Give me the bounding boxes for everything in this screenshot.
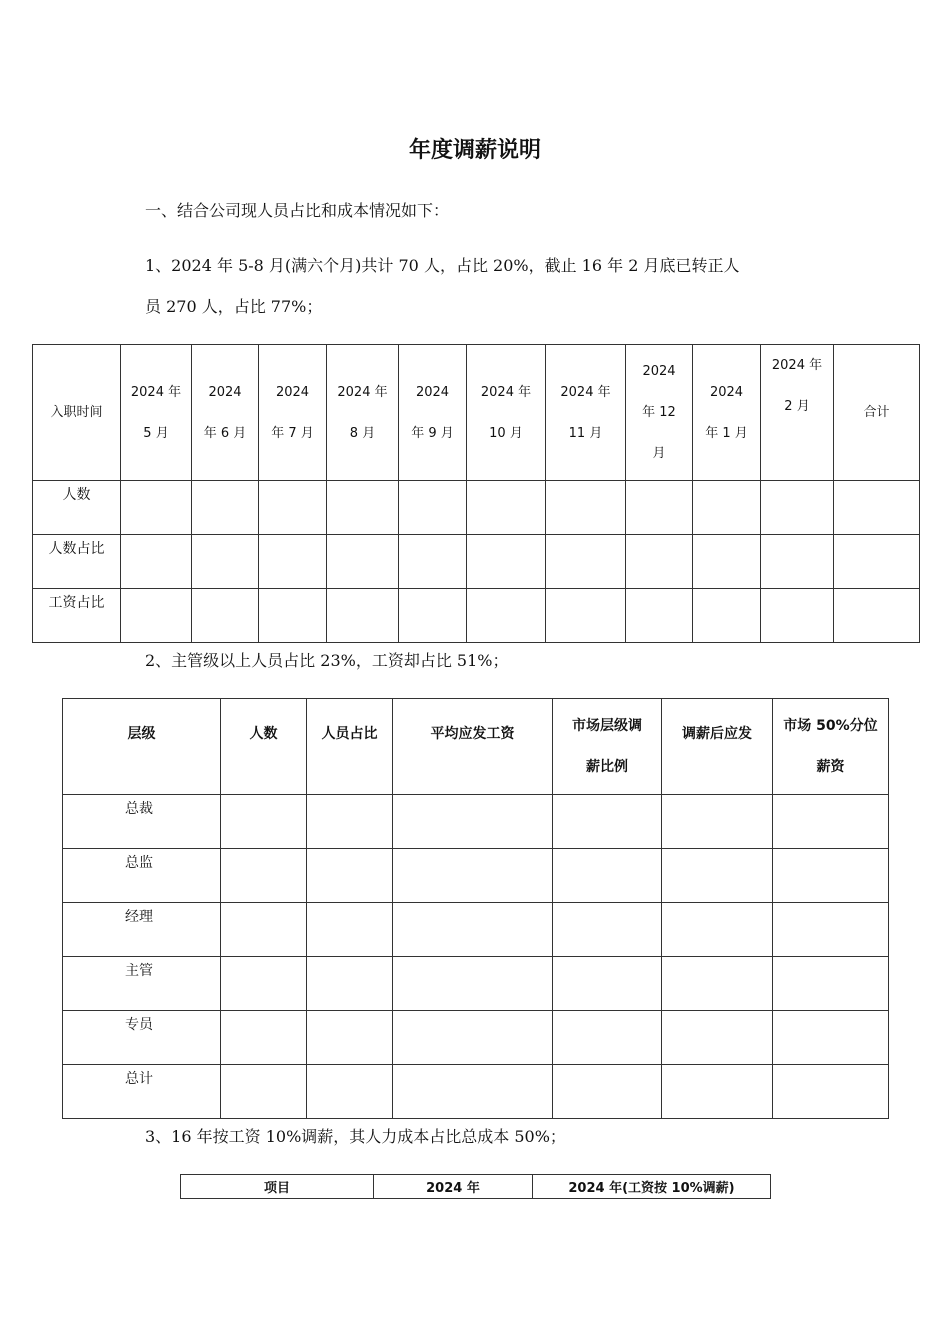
- table1-header-cell: 2024 年 9 月: [399, 345, 467, 481]
- section-heading: 一、结合公司现人员占比和成本情况如下：: [145, 201, 450, 220]
- table1-header-cell: 2024 年 2 月: [761, 345, 834, 481]
- table2-header-cell: 人数: [221, 699, 307, 795]
- table2-header-cell: 平均应发工资: [393, 699, 553, 795]
- table-row: [63, 1011, 889, 1065]
- table-row: [33, 589, 920, 643]
- table2-header-cell: 调薪后应发: [662, 699, 773, 795]
- table1-header-cell: 2024 年 1 月: [693, 345, 761, 481]
- table-row: [63, 849, 889, 903]
- level-salary-table: [62, 698, 889, 1119]
- table2-header-cell: 层级: [63, 699, 221, 795]
- page-title: 年度调薪说明: [408, 138, 541, 163]
- table1-header-cell: 2024 年 11 月: [546, 345, 626, 481]
- table2-header-cell: 市场 50%分位 薪资: [773, 699, 889, 795]
- table1-header-cell: 2024 年 10 月: [467, 345, 546, 481]
- cost-table: [180, 1174, 771, 1199]
- table1-header-cell: 入职时间: [33, 345, 121, 481]
- table1-header-cell: 2024 年 12 月: [626, 345, 693, 481]
- table1-header-cell: 2024 年 5 月: [121, 345, 192, 481]
- table1-row-label: 人数占比: [33, 535, 121, 589]
- table1-header-cell: 合计: [834, 345, 920, 481]
- table1-header-cell: 2024 年 7 月: [259, 345, 327, 481]
- paragraph-2: 2、主管级以上人员占比 23%，工资却占比 51%；: [145, 651, 509, 670]
- table3-header-cell: 项目: [181, 1175, 374, 1199]
- table-row: [33, 535, 920, 589]
- table2-row-label: 经理: [63, 903, 221, 957]
- table-row: [63, 1065, 889, 1119]
- table2-row-label: 总计: [63, 1065, 221, 1119]
- table2-row-label: 总裁: [63, 795, 221, 849]
- table1-header-cell: 2024 年 8 月: [327, 345, 399, 481]
- table3-header-cell: 2024 年: [374, 1175, 533, 1199]
- table1-row-label: 工资占比: [33, 589, 121, 643]
- table2-row-label: 专员: [63, 1011, 221, 1065]
- table1-header-cell: 2024 年 6 月: [192, 345, 259, 481]
- table-row: [33, 481, 920, 535]
- table-row: [63, 957, 889, 1011]
- paragraph-1-line-2: 员 270 人，占比 77%；: [145, 297, 323, 316]
- table2-header-cell: 市场层级调 薪比例: [553, 699, 662, 795]
- table2-row-label: 总监: [63, 849, 221, 903]
- table-row: [63, 903, 889, 957]
- hire-time-table: [32, 344, 920, 643]
- table2-header-cell: 人员占比: [307, 699, 393, 795]
- table1-row-label: 人数: [33, 481, 121, 535]
- table-row: [63, 795, 889, 849]
- table2-row-label: 主管: [63, 957, 221, 1011]
- paragraph-1-line-1: 1、2024 年 5-8 月(满六个月)共计 70 人，占比 20%，截止 16 年 2 月底已转正人: [145, 256, 740, 275]
- table3-header-cell: 2024 年(工资按 10%调薪): [533, 1175, 771, 1199]
- paragraph-3: 3、16 年按工资 10%调薪，其人力成本占比总成本 50%；: [145, 1127, 566, 1146]
